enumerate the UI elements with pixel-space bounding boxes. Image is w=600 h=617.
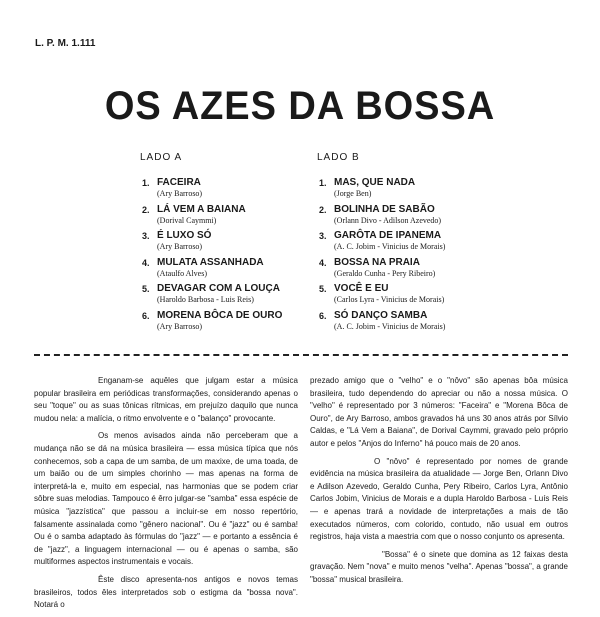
side-b-tracklist <box>317 152 497 335</box>
track-title: LÁ VEM A BAIANA <box>157 203 246 215</box>
track-number: 5. <box>142 284 150 294</box>
track-author: (Orlann Divo - Adilson Azevedo) <box>334 215 442 225</box>
track-author: (Carlos Lyra - Vinicius de Morais) <box>334 295 445 304</box>
track-item <box>317 176 497 203</box>
side-b-label: LADO B <box>317 152 360 163</box>
side-a-tracklist <box>140 152 320 335</box>
liner-paragraph: "Bossa" é o sinete que domina as 12 faixas desta gravação. Nem "nova" e muito menos "velha". Apenas "bossa", a grande "bossa" musical brasileira. <box>310 549 568 584</box>
dashed-divider <box>34 354 568 356</box>
track-author: (Dorival Caymmi) <box>157 215 217 225</box>
track-item <box>317 282 497 309</box>
track-title: SÓ DANÇO SAMBA <box>334 309 428 321</box>
track-number: 2. <box>142 204 150 215</box>
track-item <box>140 256 320 283</box>
track-title: FACEIRA <box>157 177 201 188</box>
track-title: MAS, QUE NADA <box>334 177 416 188</box>
track-title: BOLINHA DE SABÃO <box>334 203 435 215</box>
liner-notes-right <box>310 375 568 592</box>
track-title: MORENA BÔCA DE OURO <box>157 309 283 321</box>
track-number: 6. <box>319 310 327 321</box>
track-number: 3. <box>142 231 150 241</box>
track-number: 5. <box>319 284 327 294</box>
track-item <box>140 282 320 309</box>
track-item <box>317 309 497 336</box>
track-author: (Ary Barroso) <box>157 189 203 198</box>
track-title: VOCÊ E EU <box>334 283 389 294</box>
liner-paragraph: Os menos avisados ainda não perceberam que a mudança não se dá na música brasileira — essa música típica que nós conhecemos, sob a capa de um samba, de um maxixe, de uma toada, de um baião ou de um simples chorinho — mas apenas na forma de interpretá-la e, muito em especial, nas harmonias que se podem criar sôbre suas melodias. Tampouco é êrro julgar-se "samba" essa espécie de música "jazzística" que passou a incluir-se em nosso repertório, falsamente assinalada como "gênero nacional". Ou é "jazz" ou é samba! Ou é o samba adaptado às fórmulas do "jazz" — e portanto a essência é de "jazz", a linguagem internacional — ou é apenas o samba, são multiformes aspectos instrumentais e vocais. <box>34 431 298 567</box>
track-item <box>140 203 320 230</box>
liner-paragraph: prezado amigo que o "velho" e o "nôvo" são apenas bôa música brasileira, tudo dependendo do apreciar ou não a nossa música. O "velho" é representado por 3 números: "Faceira" e "Morena Bôca de Ouro", de Ary Barroso, ambos gravados há uns 30 anos atrás por Sílvio Caldas, e "Lá Vem a Baiana", de Dorival Caymmi, gravado pelo próprio autor e pelos "Anjos do Inferno" há pouco mais de 20 anos. <box>310 376 568 448</box>
album-title: OS AZES DA BOSSA <box>104 84 496 128</box>
track-number: 4. <box>319 257 327 268</box>
track-item <box>140 309 320 336</box>
track-author: (Ataulfo Alves) <box>157 268 207 278</box>
track-number: 4. <box>142 257 150 268</box>
track-item <box>317 229 497 256</box>
liner-paragraph: O "nôvo" é representado por nomes de grande evidência na música brasileira da atualidade — Jorge Ben, Orlann Divo e Adilson Azevedo, Geraldo Cunha, Pery Ribeiro, Carlos Lyra, Antônio Carlos Jobim, Vinicius de Morais e a dupla Haroldo Barbosa - Luís Reis — e apenas trará a novidade de interpretações a mais de tão executados números, com colorido, contudo, não usual em outros registros, haja vista a maestria com que o nosso conjunto os apresenta. <box>310 456 568 542</box>
track-item <box>140 229 320 256</box>
track-author: (Ary Barroso) <box>157 321 203 331</box>
side-a-label: LADO A <box>140 152 183 163</box>
track-title: É LUXO SÓ <box>157 230 212 241</box>
track-number: 1. <box>142 178 150 188</box>
track-number: 6. <box>142 310 150 321</box>
track-author: (Geraldo Cunha - Pery Ribeiro) <box>334 268 436 278</box>
track-item <box>317 256 497 283</box>
catalog-number: L. P. M. 1.111 <box>35 38 96 49</box>
track-item <box>317 203 497 230</box>
track-title: BOSSA NA PRAIA <box>334 256 420 268</box>
track-title: DEVAGAR COM A LOUÇA <box>157 283 280 294</box>
track-number: 3. <box>319 231 327 241</box>
track-title: GARÔTA DE IPANEMA <box>334 230 442 241</box>
track-author: (A. C. Jobim - Vinicius de Morais) <box>334 242 446 251</box>
track-title: MULATA ASSANHADA <box>157 256 264 268</box>
liner-paragraph: Enganam-se aquêles que julgam estar a música popular brasileira em periódicas transformações, considerando apenas o seu "toque" ou as suas tônicas rítmicas, em prejuízo daquilo que nunca mudou nela: a malícia, o ritmo envolvente e o "balanço" provocante. <box>34 376 298 423</box>
track-author: (Haroldo Barbosa - Luis Reis) <box>157 295 254 304</box>
track-author: (Ary Barroso) <box>157 242 203 251</box>
track-number: 1. <box>319 178 327 188</box>
track-number: 2. <box>319 204 327 215</box>
liner-notes-left <box>34 375 298 617</box>
track-author: (A. C. Jobim - Vinicius de Morais) <box>334 321 446 331</box>
liner-paragraph: Êste disco apresenta-nos antigos e novos temas brasileiros, todos êles interpretados sob o estigma da "bossa nova". Notará o <box>34 574 298 610</box>
track-item <box>140 176 320 203</box>
track-author: (Jorge Ben) <box>334 189 372 198</box>
